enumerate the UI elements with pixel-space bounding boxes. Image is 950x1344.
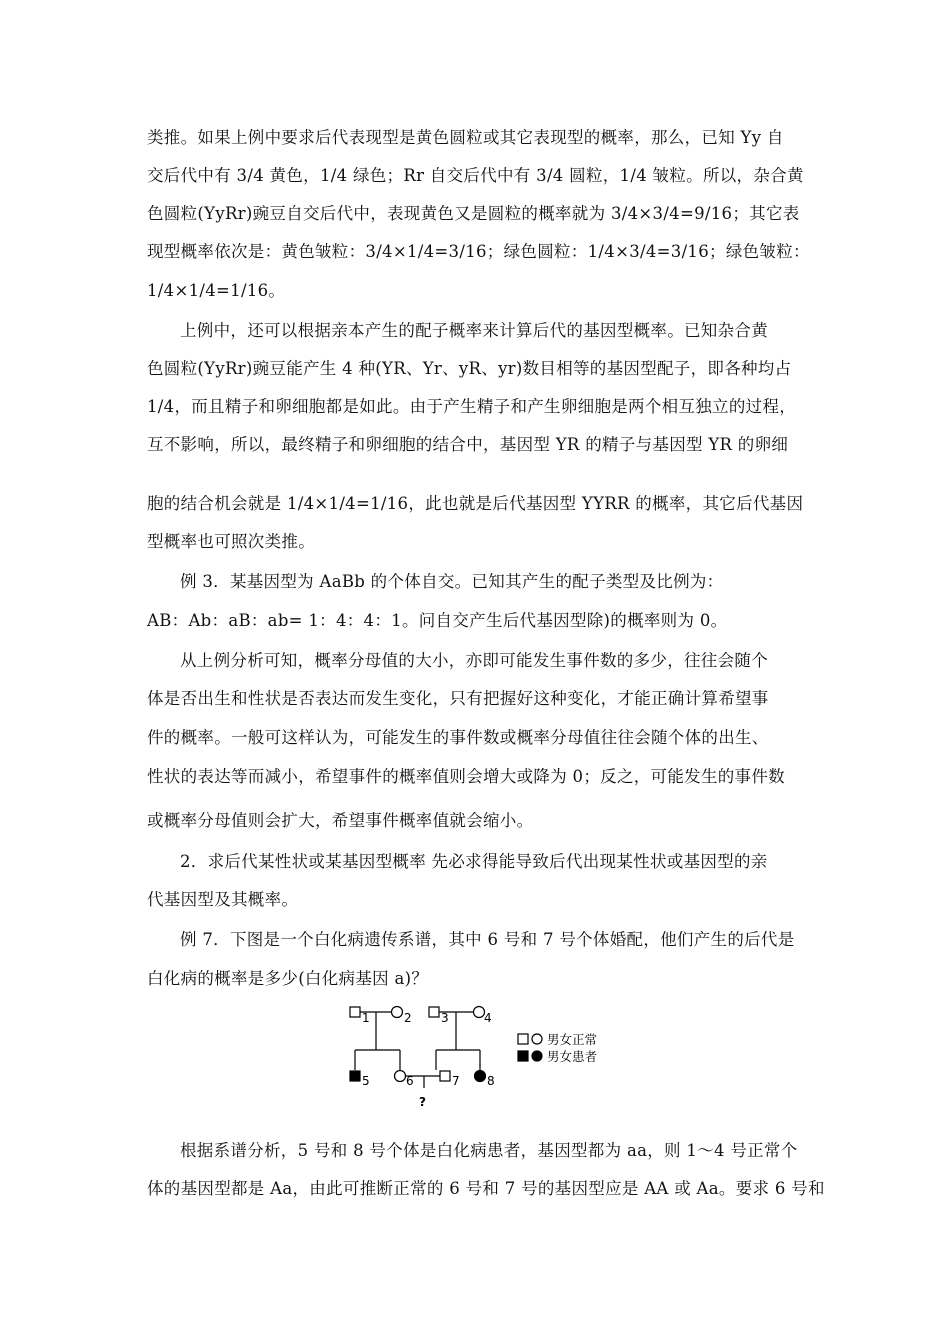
label-4: 4	[484, 1011, 492, 1025]
individual-7-male	[440, 1071, 450, 1081]
text-line: 白化病的概率是多少(白化病基因 a)？	[147, 969, 429, 988]
individual-6-female	[395, 1071, 406, 1082]
text-line: 交后代中有 3/4 黄色，1/4 绿色；Rr 自交后代中有 3/4 圆粒，1/4 皱粒。所以，杂合黄	[147, 166, 804, 185]
label-1: 1	[362, 1011, 370, 1025]
text-line: AB：Ab：aB：ab= 1：4：4：1。问自交产生后代基因型除)的概率则为 0。	[147, 611, 728, 630]
text-line: 上例中，还可以根据亲本产生的配子概率来计算后代的基因型概率。已知杂合黄	[180, 321, 768, 340]
text-line: 从上例分析可知，概率分母值的大小，亦即可能发生事件数的多少，往往会随个	[180, 651, 768, 670]
pedigree-diagram	[340, 1000, 640, 1115]
text-line: 例 3．某基因型为 AaBb 的个体自交。已知其产生的配子类型及比例为：	[180, 572, 724, 591]
text-line: 代基因型及其概率。	[147, 890, 299, 909]
text-line: 类推。如果上例中要求后代表现型是黄色圆粒或其它表现型的概率，那么，已知 Yy 自	[147, 128, 784, 147]
text-line: 例 7．下图是一个白化病遗传系谱，其中 6 号和 7 号个体婚配，他们产生的后代是	[180, 930, 795, 949]
text-line: 色圆粒(YyRr)豌豆能产生 4 种(YR、Yr、yR、yr)数目相等的基因型配子，即各种均占	[147, 359, 792, 378]
text-line: 体是否出生和性状是否表达而发生变化，只有把握好这种变化，才能正确计算希望事	[147, 689, 769, 708]
text-line: 1/4，而且精子和卵细胞都是如此。由于产生精子和产生卵细胞是两个相互独立的过程，	[147, 397, 797, 416]
label-8: 8	[487, 1074, 495, 1088]
text-line: 互不影响，所以，最终精子和卵细胞的结合中，基因型 YR 的精子与基因型 YR 的卵细	[147, 435, 789, 454]
label-3: 3	[441, 1011, 449, 1025]
offspring-question: ?	[419, 1095, 426, 1109]
individual-5-affected-male	[350, 1071, 360, 1081]
legend-affected: 男女患者	[547, 1049, 598, 1064]
individual-4-female	[474, 1007, 485, 1018]
text-line: 性状的表达等而减小，希望事件的概率值则会增大或降为 0；反之，可能发生的事件数	[147, 767, 785, 786]
text-line: 1/4×1/4=1/16。	[147, 281, 286, 300]
label-2: 2	[404, 1011, 412, 1025]
legend-normal: 男女正常	[547, 1032, 598, 1047]
text-line: 根据系谱分析，5 号和 8 号个体是白化病患者，基因型都为 aa，则 1～4 号正常个	[180, 1141, 798, 1160]
individual-2-female	[392, 1007, 403, 1018]
text-line: 现型概率依次是：黄色皱粒：3/4×1/4=3/16；绿色圆粒：1/4×3/4=3/16；绿色皱粒：	[147, 242, 810, 261]
text-line: 胞的结合机会就是 1/4×1/4=1/16，此也就是后代基因型 YYRR 的概率，其它后代基因	[147, 494, 804, 513]
individual-1-male	[350, 1007, 360, 1017]
text-line: 型概率也可照次类推。	[147, 532, 315, 551]
text-line: 色圆粒(YyRr)豌豆自交后代中，表现黄色又是圆粒的概率就为 3/4×3/4=9/16；其它表	[147, 204, 800, 223]
label-7: 7	[452, 1074, 460, 1088]
label-6: 6	[406, 1074, 414, 1088]
individual-8-affected-female	[475, 1071, 486, 1082]
individual-3-male	[429, 1007, 439, 1017]
label-5: 5	[362, 1074, 370, 1088]
text-line: 或概率分母值则会扩大，希望事件概率值就会缩小。	[147, 811, 534, 830]
text-line: 件的概率。一般可这样认为，可能发生的事件数或概率分母值往往会随个体的出生、	[147, 728, 769, 747]
text-line: 2．求后代某性状或某基因型概率 先必求得能导致后代出现某性状或基因型的亲	[180, 852, 768, 871]
text-line: 体的基因型都是 Aa，由此可推断正常的 6 号和 7 号的基因型应是 AA 或 Aa。要求 6 号和	[147, 1179, 825, 1198]
